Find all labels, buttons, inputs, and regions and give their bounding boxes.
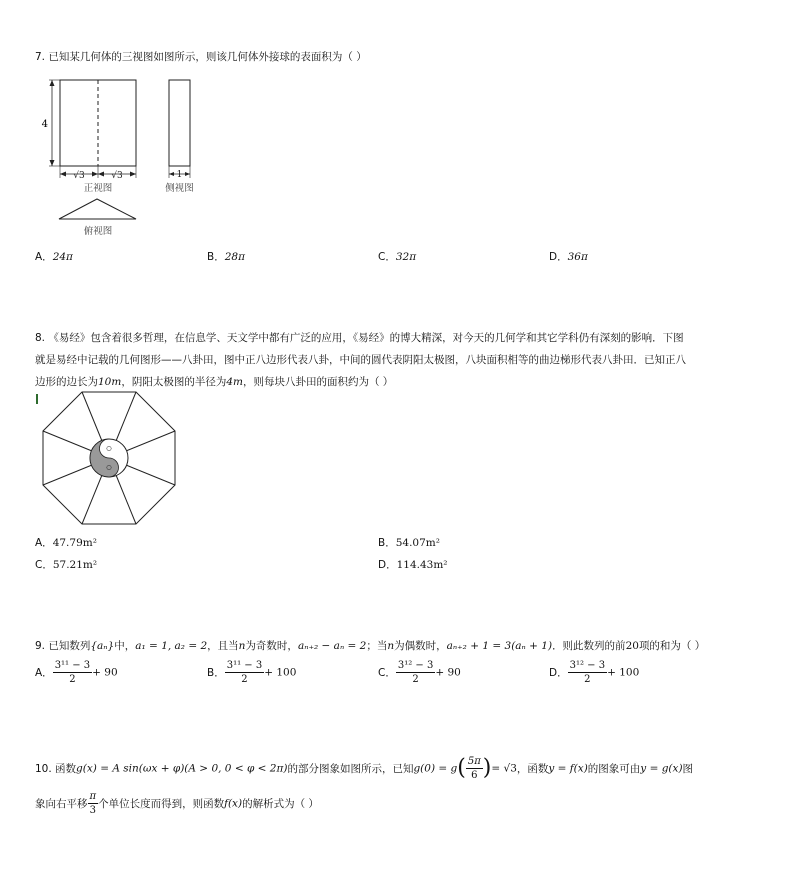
q7-option-b[interactable]: B．28π <box>207 251 245 263</box>
side-width-label: 1 <box>176 170 183 180</box>
front-width-label-1: √3 <box>73 171 85 181</box>
q8-bagua-figure <box>36 390 186 530</box>
q8-option-c[interactable]: C．57.21m² <box>35 559 98 571</box>
height-label: 4 <box>41 119 48 130</box>
q9-option-d[interactable]: D． $\frac{\text{3¹² − 3}}{2}$ + 100 <box>549 660 640 685</box>
q10-stem-line-1: 10. 函数g(x) = A sin(ωx + φ)(A > 0, 0 < φ < 2π)的部分图象如图所示，已知g(0) = g( $\frac{5\pi}{6}$ )= √3，函数y = f(x)的图象可由y = g(x)图 <box>35 755 694 781</box>
q9-option-a[interactable]: A． $\frac{\text{3¹¹ − 3}}{2}$ + 90 <box>35 660 118 685</box>
q7-option-a[interactable]: A．24π <box>35 251 73 263</box>
q8-stem-line-2: 就是易经中记载的几何图形——八卦田，图中正八边形代表八卦，中间的圆代表阴阳太极图，八块面积相等的曲边梯形代表八卦田．已知正八 <box>35 354 686 366</box>
top-view-caption: 俯视图 <box>83 226 113 237</box>
front-view-caption: 正视图 <box>83 183 113 194</box>
q10-stem-line-2: 象向右平移 $\frac{\pi}{3}$ 个单位长度而得到，则函数f(x)的解析式为（ ） <box>35 791 319 816</box>
side-view-caption: 侧视图 <box>165 183 194 194</box>
q7-stem: 7. 已知某几何体的三视图如图所示，则该几何体外接球的表面积为（ ） <box>35 51 367 63</box>
q8-option-d[interactable]: D．114.43m² <box>378 559 448 571</box>
q7-option-d[interactable]: D．36π <box>549 251 588 263</box>
q8-option-a[interactable]: A．47.79m² <box>35 537 97 549</box>
q9-option-b[interactable]: B． $\frac{\text{3¹¹ − 3}}{2}$ + 100 <box>207 660 297 685</box>
q8-stem-line-3: 边形的边长为10m，阴阳太极图的半径为4m，则每块八卦田的面积约为（ ） <box>35 376 394 388</box>
q8-option-b[interactable]: B．54.07m² <box>378 537 440 549</box>
front-width-label-2: √3 <box>111 171 123 181</box>
q9-option-c[interactable]: C． $\frac{\text{3¹² − 3}}{2}$ + 90 <box>378 660 461 685</box>
side-view-rect <box>169 80 190 166</box>
q8-stem-line-1: 8. 《易经》包含着很多哲理，在信息学、天文学中都有广泛的应用，《易经》的博大精深，对今天的几何学和其它学科仍有深刻的影响．下图 <box>35 332 684 344</box>
q7-three-view-figure <box>40 74 220 242</box>
q9-stem: 9. 已知数列{aₙ}中，a₁ = 1, a₂ = 2，且当n为奇数时，aₙ₊₂ − aₙ = 2；当n为偶数时，aₙ₊₂ + 1 = 3(aₙ + 1)．则此数列的前20项的和为（ ） <box>35 640 706 652</box>
top-view-triangle <box>59 199 136 219</box>
q7-option-c[interactable]: C．32π <box>378 251 417 263</box>
